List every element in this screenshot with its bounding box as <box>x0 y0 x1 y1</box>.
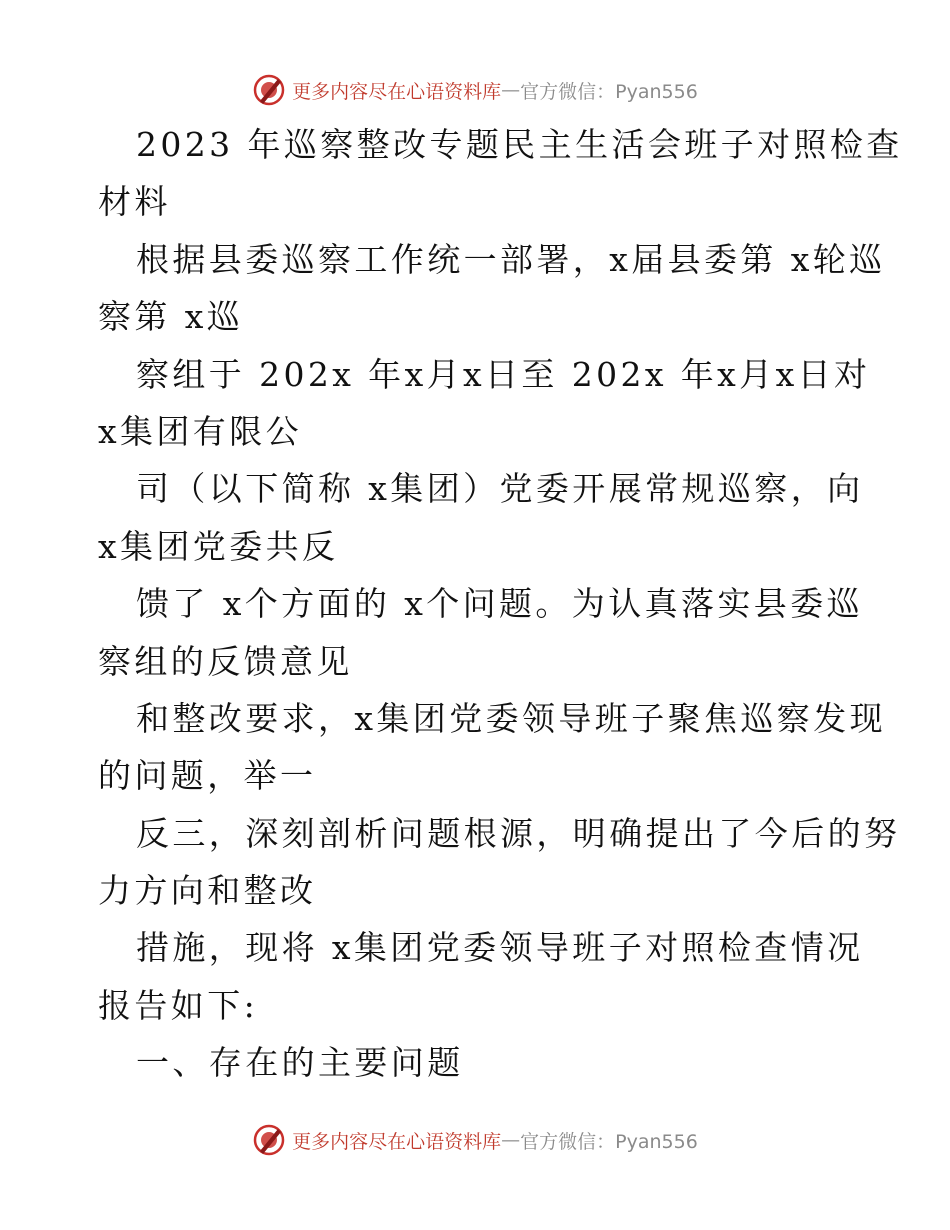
pen-logo-icon <box>252 1123 286 1157</box>
document-line: 察组于 202x 年x月x日至 202x 年x月x日对 <box>136 354 871 394</box>
document-line: 措施，现将 x集团党委领导班子对照检查情况 <box>136 928 864 968</box>
watermark-brand-text: 更多内容尽在心语资料库 <box>292 1130 502 1153</box>
document-line: 的问题，举一 <box>98 756 317 796</box>
document-line: 材料 <box>98 182 171 222</box>
document-line: x集团有限公 <box>98 411 303 451</box>
document-line: 察组的反馈意见 <box>98 641 353 681</box>
watermark-contact-text: 官方微信：Pyan556 <box>520 80 698 103</box>
document-line: 司（以下简称 x集团）党委开展常规巡察，向 <box>136 469 864 509</box>
document-line: x集团党委共反 <box>98 526 339 566</box>
document-line: 2023 年巡察整改专题民主生活会班子对照检查 <box>136 125 903 164</box>
document-line: 馈了 x个方面的 x个问题。为认真落实县委巡 <box>136 584 864 624</box>
document-line: 反三，深刻剖析问题根源，明确提出了今后的努 <box>136 813 901 853</box>
watermark-footer <box>0 1120 950 1160</box>
watermark-header <box>0 70 950 110</box>
watermark-separator: — <box>501 1129 521 1151</box>
document-line: 力方向和整改 <box>98 871 317 911</box>
document-line: 察第 x巡 <box>98 297 244 337</box>
watermark-contact-text: 官方微信：Pyan556 <box>520 1130 698 1153</box>
watermark-brand-text: 更多内容尽在心语资料库 <box>292 80 502 103</box>
watermark-separator: — <box>501 79 521 101</box>
document-line: 根据县委巡察工作统一部署，x届县委第 x轮巡 <box>136 239 886 279</box>
section-heading: 一、存在的主要问题 <box>136 1043 464 1083</box>
document-line: 和整改要求，x集团党委领导班子聚焦巡察发现 <box>136 698 887 738</box>
pen-logo-icon <box>252 73 286 107</box>
document-line: 报告如下: <box>98 985 259 1025</box>
document-body <box>98 116 903 1092</box>
